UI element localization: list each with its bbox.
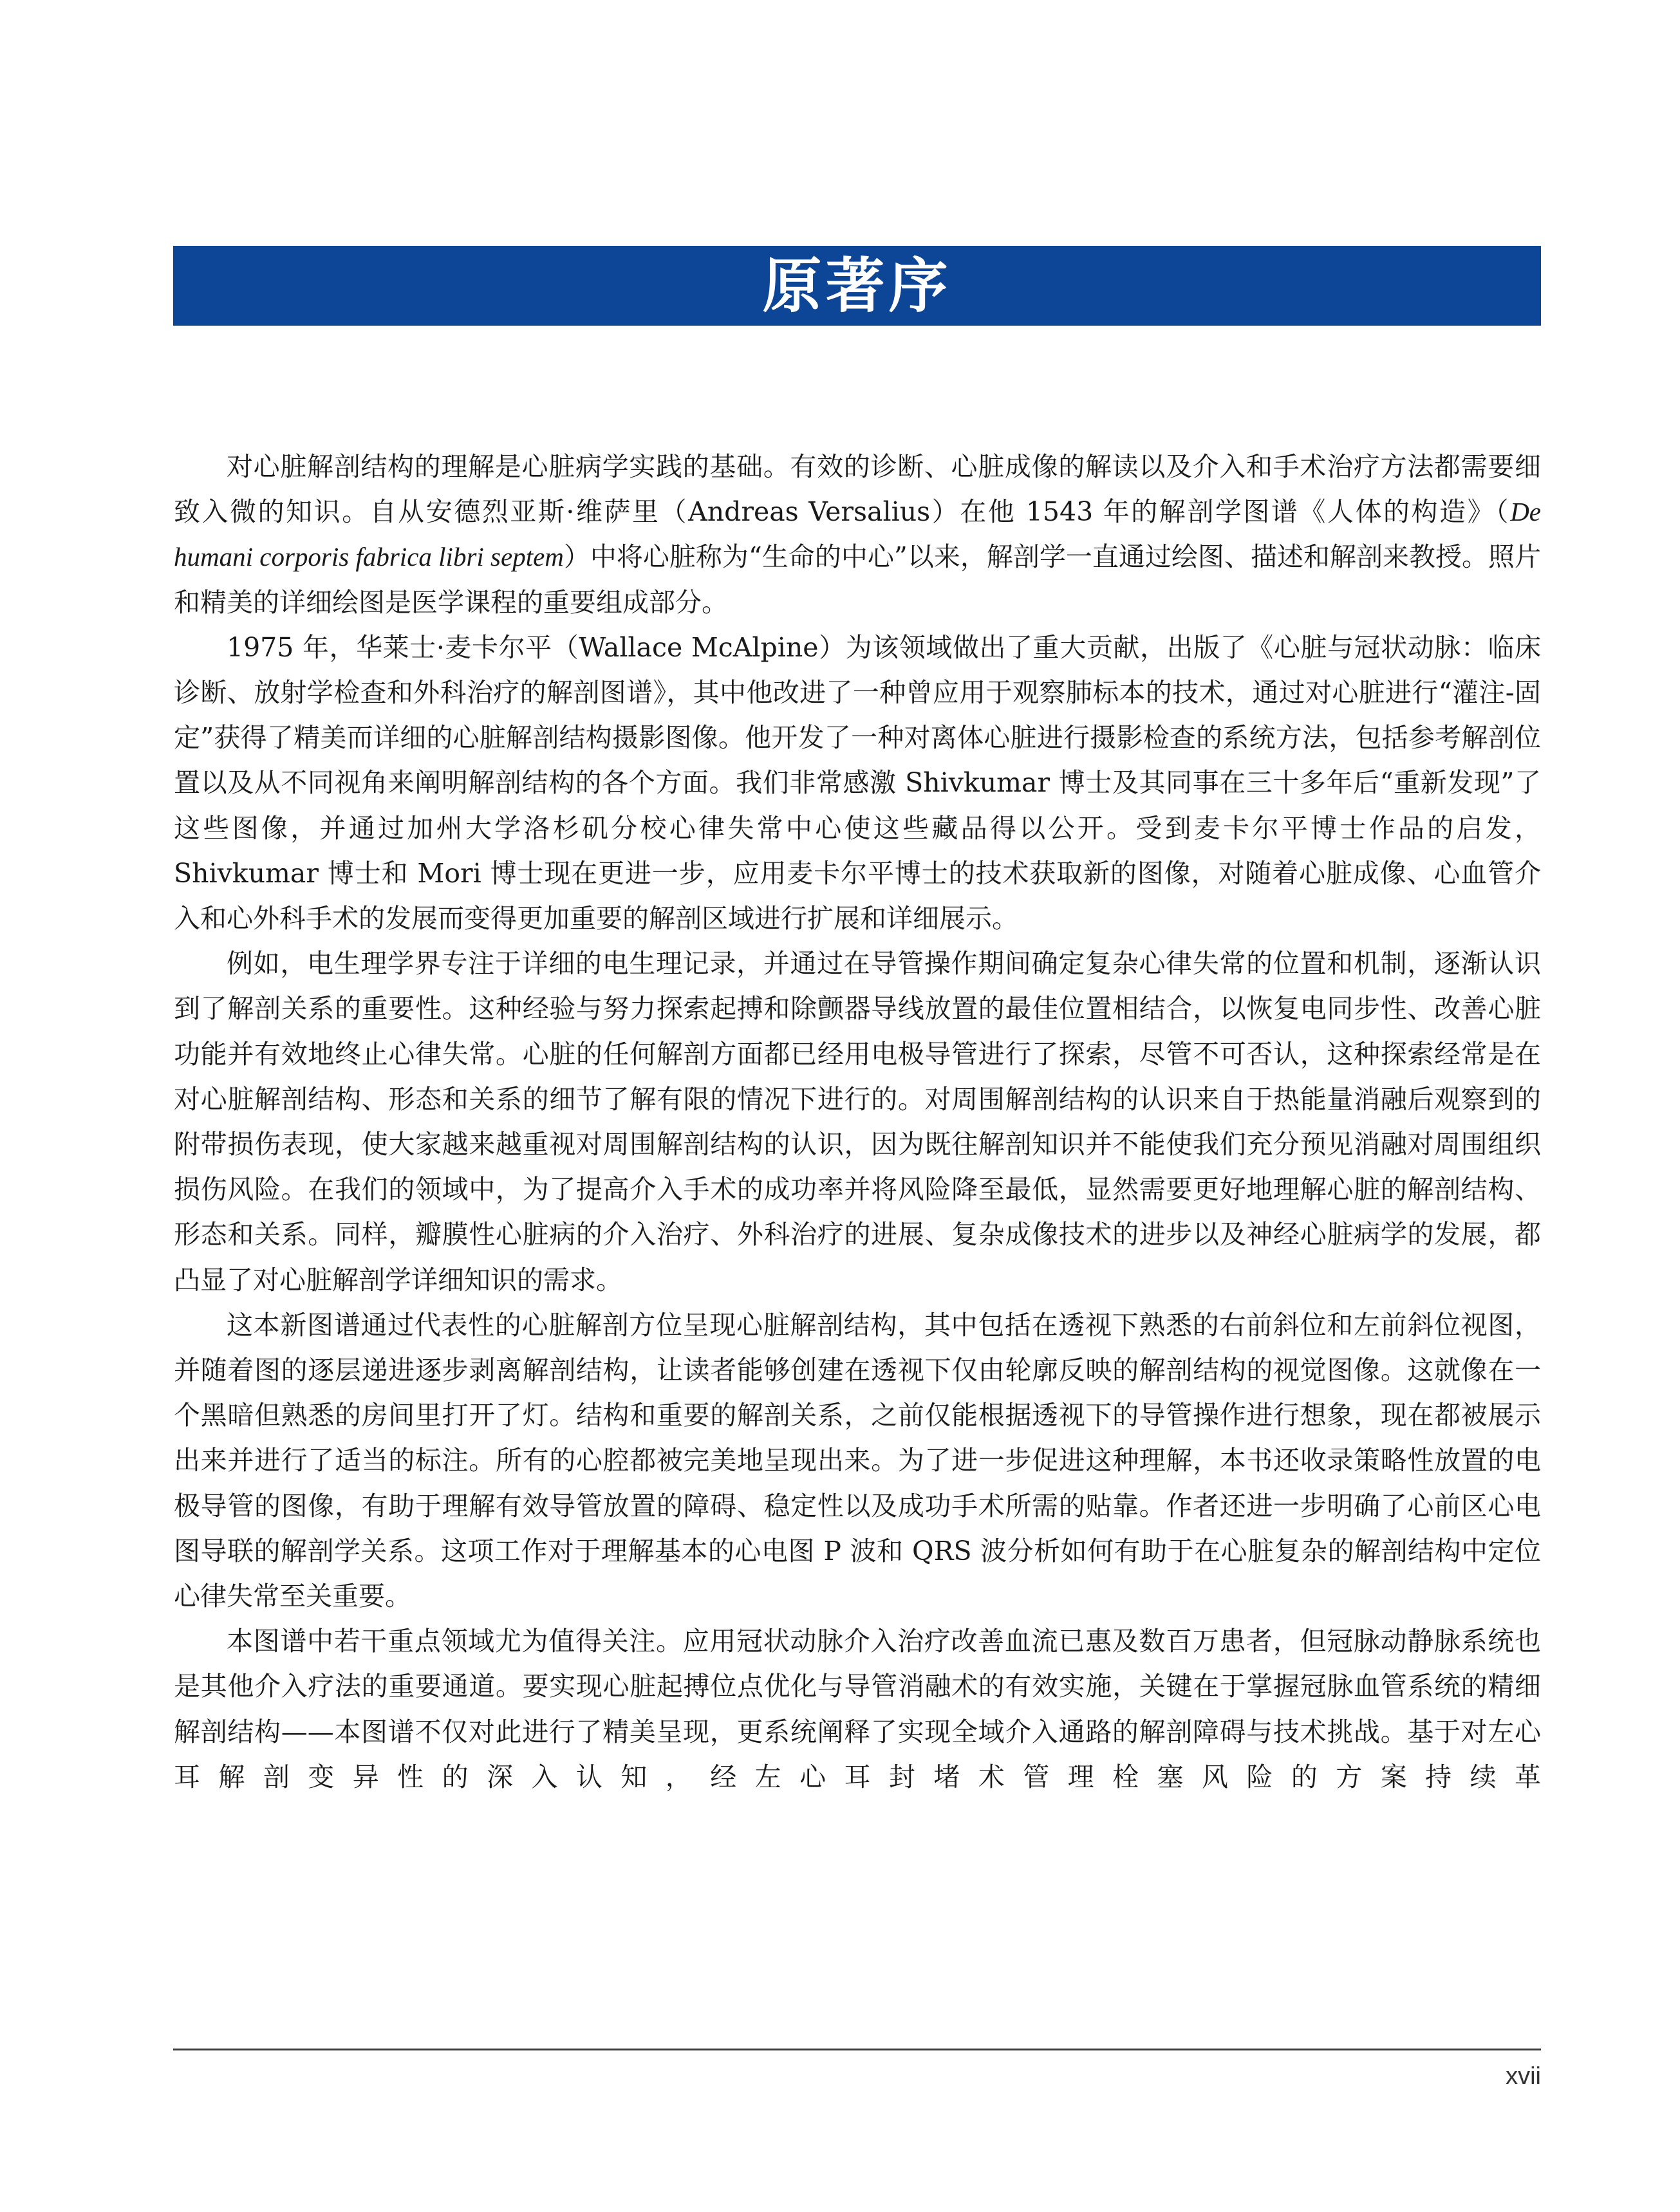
footer-divider: [173, 2049, 1541, 2050]
paragraph-3: 例如，电生理学界专注于详细的电生理记录，并通过在导管操作期间确定复杂心律失常的位置和机制，逐渐认识到了解剖关系的重要性。这种经验与努力探索起搏和除颤器导线放置的最佳位置相结合，以恢复电同步性、改善心脏功能并有效地终止心律失常。心脏的任何解剖方面都已经用电极导管进行了探索，尽管不可否认，这种探索经常是在对心脏解剖结构、形态和关系的细节了解有限的情况下进行的。对周围解剖结构的认识来自于热能量消融后观察到的附带损伤表现，使大家越来越重视对周围解剖结构的认识，因为既往解剖知识并不能使我们充分预见消融对周围组织损伤风险。在我们的领域中，为了提高介入手术的成功率并将风险降至最低，显然需要更好地理解心脏的解剖结构、形态和关系。同样，瓣膜性心脏病的介入治疗、外科治疗的进展、复杂成像技术的进步以及神经心脏病学的发展，都凸显了对心脏解剖学详细知识的需求。: [174, 948, 1541, 1296]
paragraph-5: 本图谱中若干重点领域尤为值得关注。应用冠状动脉介入治疗改善血流已惠及数百万患者，但冠脉动静脉系统也是其他介入疗法的重要通道。要实现心脏起搏位点优化与导管消融术的有效实施，关键在于掌握冠脉血管系统的精细解剖结构——本图谱不仅对此进行了精美呈现，更系统阐释了实现全域介入通路的解剖障碍与技术挑战。基于对左心耳解剖变异性的深入认知，经左心耳封堵术管理栓塞风险的方案持续革: [174, 1626, 1541, 1792]
title-banner: [173, 246, 1541, 326]
page-title: 原著序: [762, 251, 952, 321]
paragraph-4: 这本新图谱通过代表性的心脏解剖方位呈现心脏解剖结构，其中包括在透视下熟悉的右前斜位和左前斜位视图，并随着图的逐层递进逐步剥离解剖结构，让读者能够创建在透视下仅由轮廓反映的解剖结构的视觉图像。这就像在一个黑暗但熟悉的房间里打开了灯。结构和重要的解剖关系，之前仅能根据透视下的导管操作进行想象，现在都被展示出来并进行了适当的标注。所有的心腔都被完美地呈现出来。为了进一步促进这种理解，本书还收录策略性放置的电极导管的图像，有助于理解有效导管放置的障碍、稳定性以及成功手术所需的贴靠。作者还进一步明确了心前区心电图导联的解剖学关系。这项工作对于理解基本的心电图 P 波和 QRS 波分析如何有助于在心脏复杂的解剖结构中定位心律失常至关重要。: [174, 1309, 1541, 1612]
paragraph-2: 1975 年，华莱士·麦卡尔平（Wallace McAlpine）为该领域做出了重大贡献，出版了《心脏与冠状动脉：临床诊断、放射学检查和外科治疗的解剖图谱》，其中他改进了一种曾应用于观察肺标本的技术，通过对心脏进行“灌注-固定”获得了精美而详细的心脏解剖结构摄影图像。他开发了一种对离体心脏进行摄影检查的系统方法，包括参考解剖位置以及从不同视角来阐明解剖结构的各个方面。我们非常感激 Shivkumar 博士及其同事在三十多年后“重新发现”了这些图像，并通过加州大学洛杉矶分校心律失常中心使这些藏品得以公开。受到麦卡尔平博士作品的启发，Shivkumar 博士和 Mori 博士现在更进一步，应用麦卡尔平博士的技术获取新的图像，对随着心脏成像、心血管介入和心外科手术的发展而变得更加重要的解剖区域进行扩展和详细展示。: [174, 631, 1541, 934]
paragraph-1: [174, 444, 1541, 625]
paragraph-1-part-a: 对心脏解剖结构的理解是心脏病学实践的基础。有效的诊断、心脏成像的解读以及介入和手术治疗方法都需要细致入微的知识。自从安德烈亚斯·维萨里（Andreas Versalius）在他 1543 年的解剖学图谱《人体的构造》（: [174, 451, 1541, 528]
page-number: xvii: [1506, 2063, 1541, 2090]
latin-book-title: De humani corporis fabrica libri septem: [174, 497, 1541, 572]
paragraph-1-part-b: ）中将心脏称为“生命的中心”以来，解剖学一直通过绘图、描述和解剖来教授。照片和精美的详细绘图是医学课程的重要组成部分。: [174, 541, 1541, 618]
preface-body: [174, 444, 1541, 1799]
